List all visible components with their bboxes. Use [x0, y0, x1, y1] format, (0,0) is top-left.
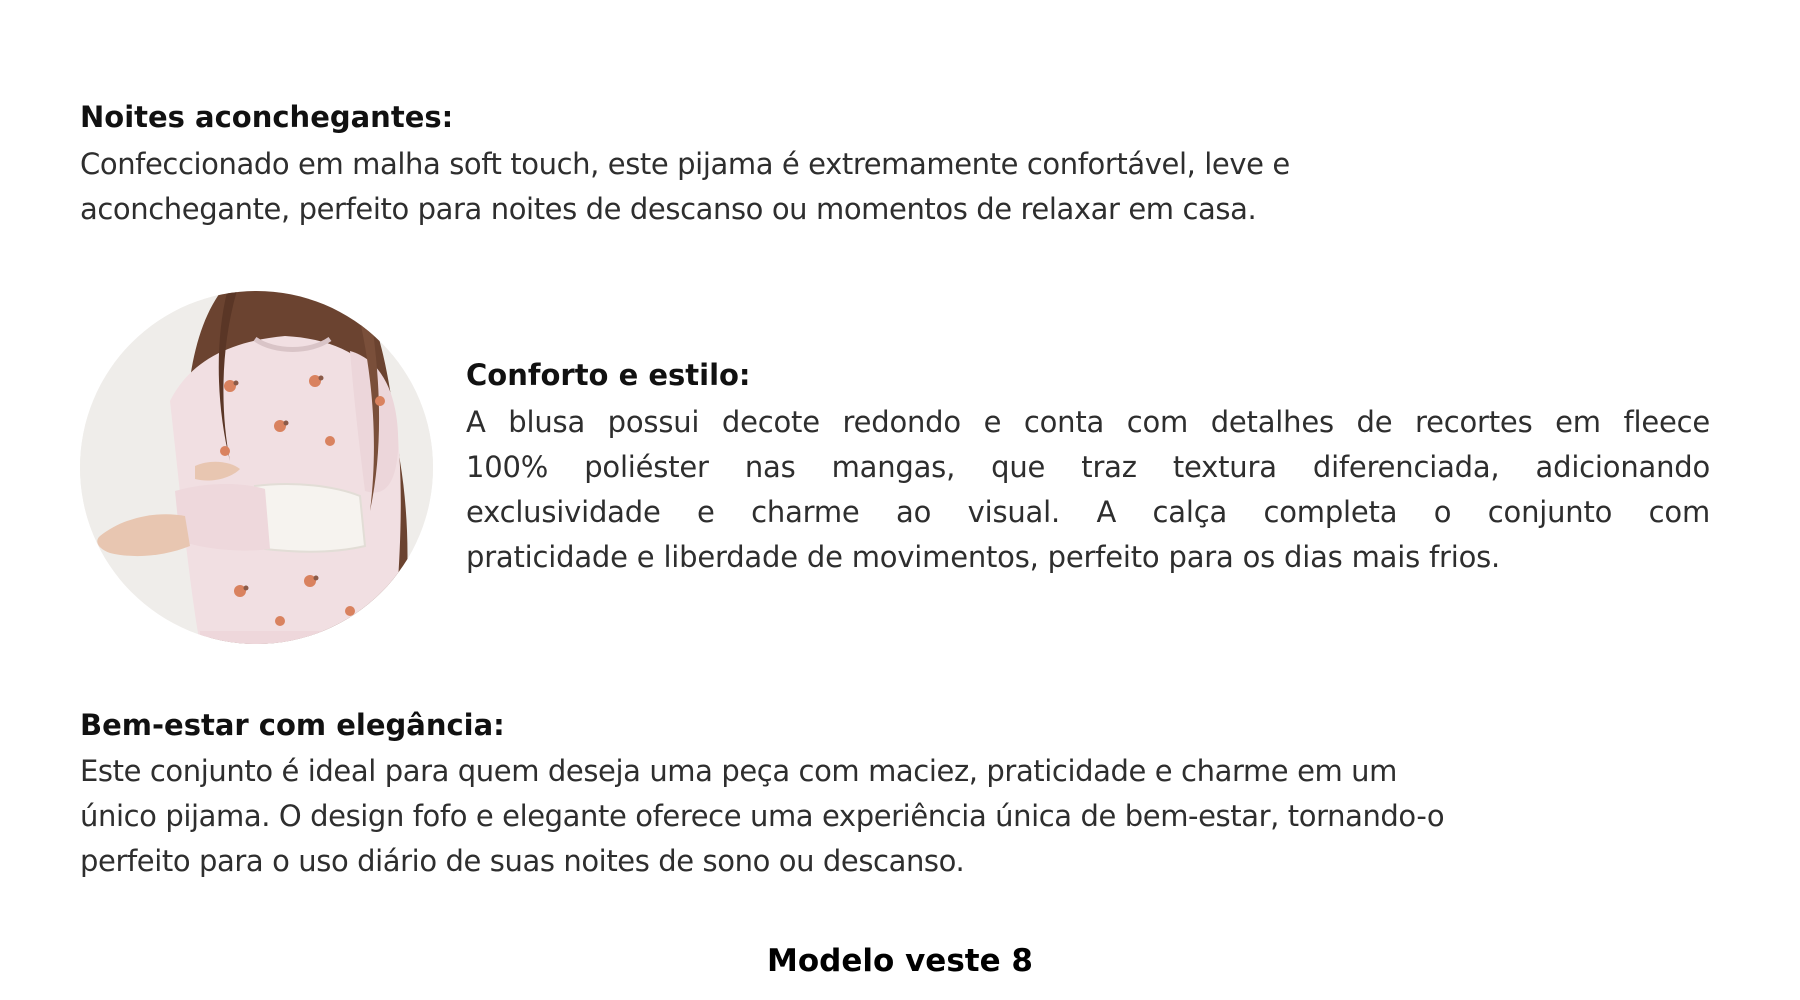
body-line: Este conjunto é ideal para quem deseja uma peça com maciez, praticidade e charme em um	[80, 754, 1398, 788]
body-line: aconchegante, perfeito para noites de descanso ou momentos de relaxar em casa.	[80, 192, 1257, 226]
section-body-bem-estar	[80, 749, 1680, 884]
body-line: praticidade e liberdade de movimentos, perfeito para os dias mais frios.	[466, 540, 1501, 574]
body-line: exclusividade e charme ao visual. A calça completa o conjunto com	[466, 495, 1710, 529]
section-heading-conforto: Conforto e estilo:	[466, 358, 751, 392]
body-line: 100% poliéster nas mangas, que traz textura diferenciada, adicionando	[466, 450, 1710, 484]
body-line: único pijama. O design fofo e elegante oferece uma experiência única de bem-estar, tornando-o	[80, 799, 1445, 833]
body-line: A blusa possui decote redondo e conta com detalhes de recortes em fleece	[466, 405, 1710, 439]
section-heading-noites: Noites aconchegantes:	[80, 100, 454, 134]
body-line: Confeccionado em malha soft touch, este pijama é extremamente confortável, leve e	[80, 147, 1290, 181]
section-heading-bem-estar: Bem-estar com elegância:	[80, 708, 505, 742]
section-body-noites	[80, 142, 1500, 232]
body-line: perfeito para o uso diário de suas noites de sono ou descanso.	[80, 844, 965, 878]
model-illustration	[80, 291, 433, 644]
model-size-caption: Modelo veste 8	[767, 943, 1033, 979]
model-photo	[80, 291, 433, 644]
section-body-conforto	[466, 400, 1710, 580]
